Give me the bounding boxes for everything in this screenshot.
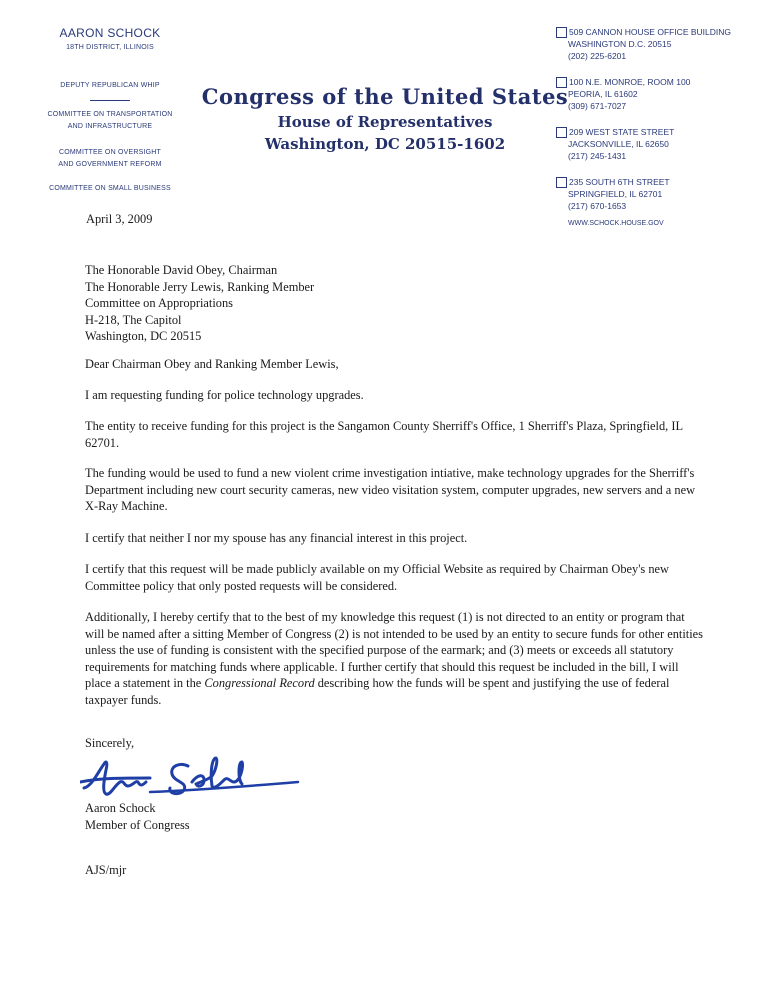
address-line: The Honorable Jerry Lewis, Ranking Member bbox=[85, 279, 315, 294]
letterhead-offices bbox=[556, 26, 756, 230]
checkbox-icon bbox=[556, 77, 567, 88]
paragraph: I certify that this request will be made publicly available on my Official Website as required by Chairman Obey's new Committee policy that only posted requests will be considered. bbox=[85, 562, 669, 593]
paragraph: The entity to receive funding for this project is the Sangamon County Sherriff's Office, 1 Sherriff's Plaza, Springfield, IL 62701. bbox=[85, 419, 683, 450]
letter-date: April 3, 2009 bbox=[86, 212, 153, 226]
member-name: AARON SCHOCK bbox=[59, 26, 161, 40]
member-district: 18TH DISTRICT, ILLINOIS bbox=[66, 44, 154, 51]
office-address: 235 SOUTH 6TH STREET SPRINGFIELD, IL 62701 (217) 670-1653 bbox=[556, 176, 756, 212]
washington-address: Washington, DC 20515-1602 bbox=[264, 135, 506, 153]
signer-title: Member of Congress bbox=[85, 817, 190, 832]
committee-line: COMMITTEE ON SMALL BUSINESS bbox=[49, 185, 171, 192]
office-address: 509 CANNON HOUSE OFFICE BUILDING WASHINGTON D.C. 20515 (202) 225-6201 bbox=[556, 26, 756, 62]
inside-address bbox=[85, 262, 705, 345]
committee-line: COMMITTEE ON OVERSIGHT bbox=[58, 149, 161, 156]
italic-text: Congressional Record bbox=[204, 676, 315, 690]
letterhead-center bbox=[200, 84, 570, 153]
paragraph: I certify that neither I nor my spouse has any financial interest in this project. bbox=[85, 531, 468, 545]
office-address: 209 WEST STATE STREET JACKSONVILLE, IL 62650 (217) 245-1431 bbox=[556, 126, 756, 162]
signature-image bbox=[80, 752, 310, 804]
website: WWW.SCHOCK.HOUSE.GOV bbox=[568, 220, 664, 227]
address-line: Washington, DC 20515 bbox=[85, 329, 202, 343]
address-line: H-218, The Capitol bbox=[85, 312, 182, 327]
committee-line: AND GOVERNMENT REFORM bbox=[58, 161, 162, 168]
letterhead-left bbox=[30, 26, 190, 195]
whip-title: DEPUTY REPUBLICAN WHIP bbox=[60, 82, 160, 89]
congress-title: Congress of the United States bbox=[201, 84, 569, 109]
office-address: 100 N.E. MONROE, ROOM 100 PEORIA, IL 61602 (309) 671-7027 bbox=[556, 76, 756, 112]
address-line: The Honorable David Obey, Chairman bbox=[85, 263, 278, 277]
paragraph: I am requesting funding for police technology upgrades. bbox=[85, 388, 364, 402]
paragraph: The funding would be used to fund a new violent crime investigation intiative, make technology upgrades for the Sherriff's Department including new court security cameras, new video visitation system, computer upgrades, new servers and a new X-Ray Machine. bbox=[85, 466, 696, 513]
initials: AJS/mjr bbox=[85, 863, 127, 877]
checkbox-icon bbox=[556, 177, 567, 188]
divider bbox=[90, 100, 130, 101]
address-line: Committee on Appropriations bbox=[85, 296, 233, 310]
paragraph-certification: Additionally, I hereby certify that to the best of my knowledge this request (1) is not directed to an entity or program that will be named after a sitting Member of Congress (2) is not intended to be used by an entity to secure funds for other entities unless the use of funding is consistent with the specified purpose of the earmark; and (3) meets or exceeds all statutory requirements for matching funds where applicable. I further certify that should this request be included in the bill, I will place a statement in the Congressional Record describing how the funds will be spent and justifying the use of federal taxpayer funds. bbox=[85, 610, 704, 707]
closing: Sincerely, bbox=[85, 736, 135, 750]
house-title: House of Representatives bbox=[277, 113, 493, 131]
signature-block bbox=[85, 800, 705, 833]
checkbox-icon bbox=[556, 27, 567, 38]
committee-line: COMMITTEE ON TRANSPORTATION bbox=[47, 111, 173, 118]
signer-name: Aaron Schock bbox=[85, 801, 156, 815]
committee-line: AND INFRASTRUCTURE bbox=[67, 123, 153, 130]
salutation: Dear Chairman Obey and Ranking Member Lewis, bbox=[85, 357, 339, 371]
checkbox-icon bbox=[556, 127, 567, 138]
